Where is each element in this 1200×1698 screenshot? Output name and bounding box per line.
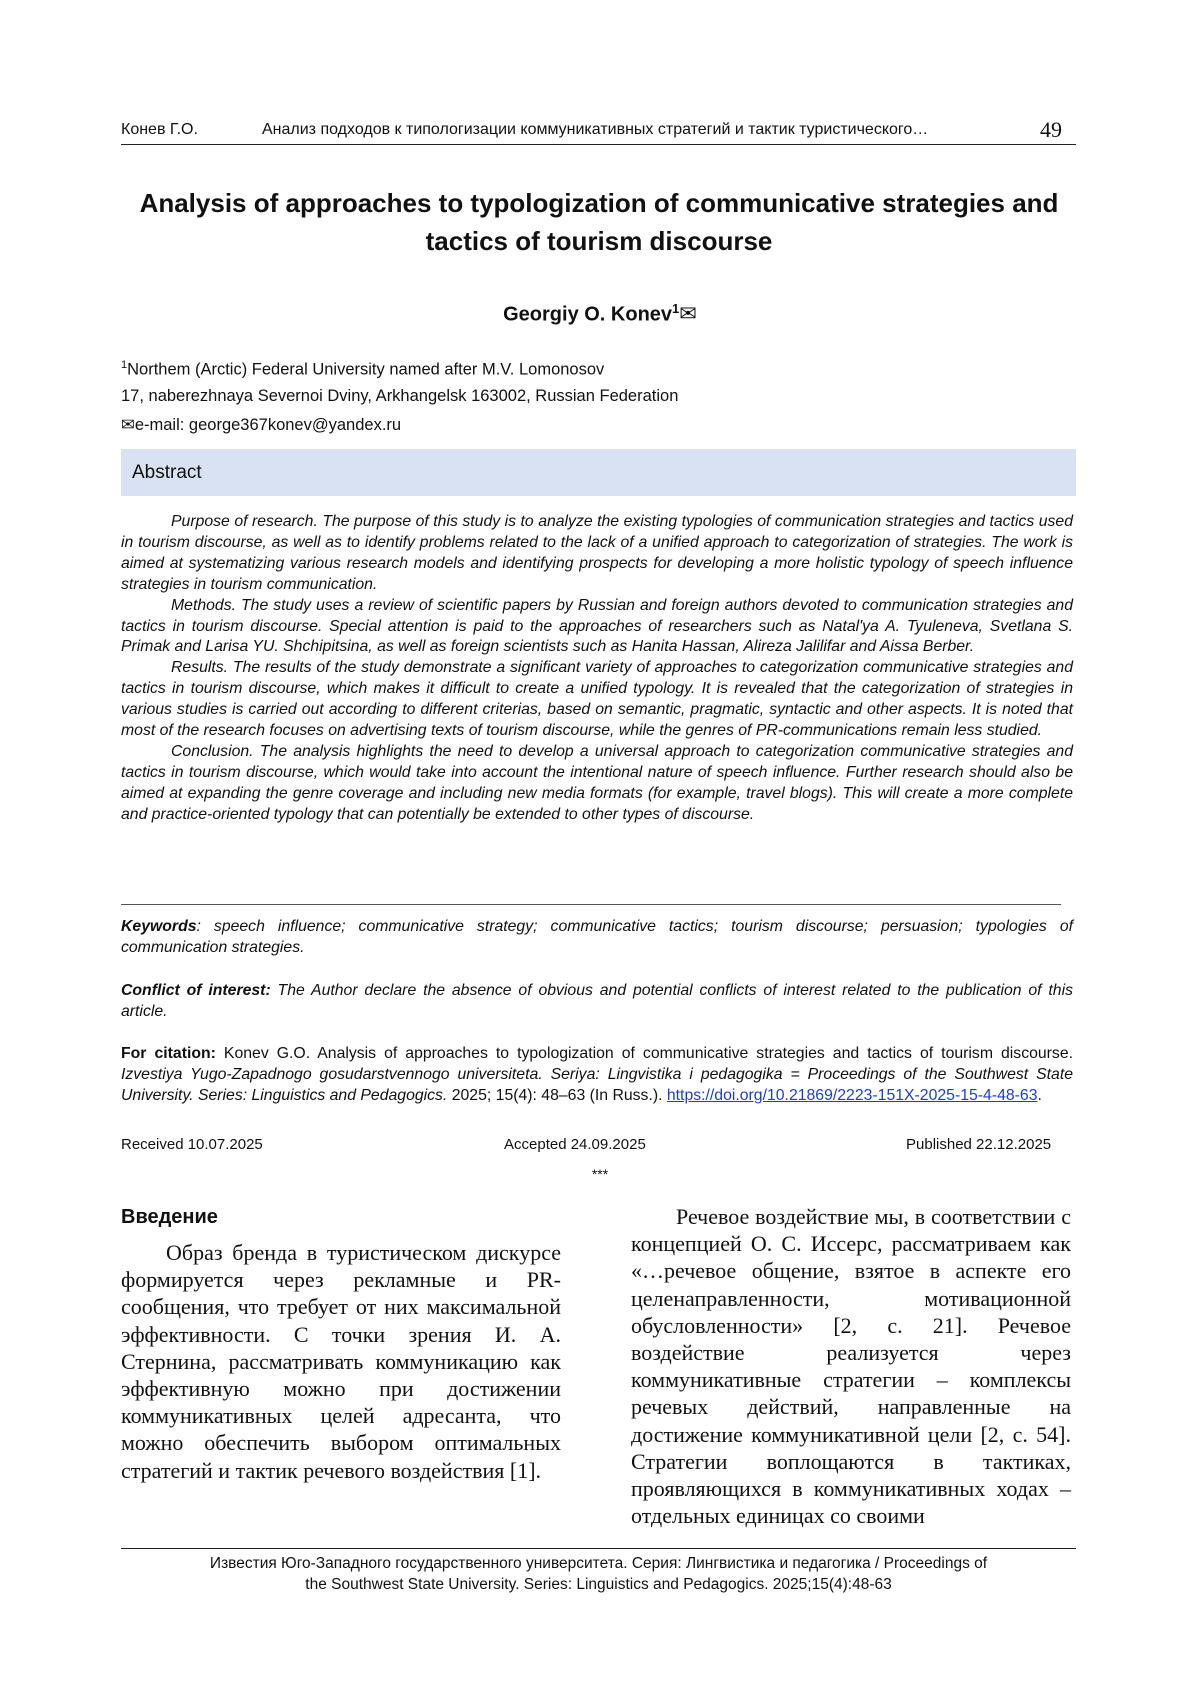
envelope-icon: ✉: [121, 416, 135, 434]
journal-footer: [121, 1554, 1076, 1595]
header-rule: [121, 144, 1076, 145]
abstract-results: Results. The results of the study demonstrate a significant variety of approaches to categorization communicative strategies and tactics in tourism discourse, which makes it difficult to create a unified typology. It is revealed that the categorization of strategies in various studies is carried out according to different criterias, based on semantic, pragmatic, syntactic and other aspects. It is noted that most of the research focuses on advertising texts of tourism discourse, while the genres of PR-communications remain less studied.: [121, 659, 1073, 740]
affiliation-name: Northem (Arctic) Federal University named after M.V. Lomonosov: [127, 360, 605, 379]
email-line[interactable]: [121, 415, 401, 435]
envelope-icon[interactable]: ✉: [679, 302, 697, 326]
keywords-label: Keywords: [121, 918, 197, 935]
keywords-text: : speech influence; communicative strategy; communicative tactics; tourism discourse; persuasion; typologies of communication strategies.: [121, 918, 1073, 956]
footer-line-1: Известия Юго-Западного государственного университета. Серия: Лингвистика и педагогика / Proceedings of: [209, 1555, 988, 1572]
abstract-conclusion: Conclusion. The analysis highlights the need to develop a universal approach to categorization communicative strategies and tactics in tourism discourse, which would take into account the intentional nature of speech influence. Further research should also be aimed at expanding the genre coverage and including new media formats (for example, travel blogs). This will create a more complete and practice-oriented typology that can potentially be extended to other types of discourse.: [121, 742, 1073, 823]
conflict-of-interest: [121, 981, 1073, 1023]
keywords-rule: [121, 904, 1061, 905]
section-separator: ***: [591, 1166, 609, 1182]
conflict-label: Conflict of interest:: [121, 982, 271, 999]
affiliation: [121, 352, 678, 409]
doi-link[interactable]: https://doi.org/10.21869/2223-151X-2025-15-4-48-63: [666, 1086, 1038, 1104]
abstract-purpose: Purpose of research. The purpose of this study is to analyze the existing typologies of communication strategies and tactics used in tourism discourse, as well as to identify problems related to the lack of a unified approach to categorization of strategies. The work is aimed at systematizing various research models and identifying prospects for developing a more holistic typology of speech influence strategies in tourism communication.: [121, 513, 1073, 593]
intro-right-column: Речевое воздействие мы, в соответствии с концепцией О. С. Иссерс, рассматриваем как «…речевое общение, взятое в аспекте его целенаправленности, мотивационной обусловленности» [2, с. 21]. Речевое воздействие реализуется через коммуникативные стратегии – комплексы речевых действий, направленные на достижение коммуникативной цели [2, с. 54]. Стратегии воплощаются в тактиках, проявляющихся в коммуникативных ходах – отдельных единицах со своими: [631, 1204, 1071, 1529]
footer-line-2: the Southwest State University. Series: Linguistics and Pedagogics. 2025;15(4):48-63: [305, 1575, 892, 1593]
citation-journal: Izvestiya Yugo-Zapadnogo gosudarstvennogo universiteta. Seriya: Lingvistika i pedagogika = Proceedings of the Southwest State University. Series: Linguistics and Pedagogics.: [121, 1065, 1073, 1104]
conflict-text: The Author declare the absence of obvious and potential conflicts of interest related to the publication of this article.: [121, 982, 1073, 1020]
citation: [121, 1044, 1073, 1107]
citation-end: .: [1037, 1086, 1042, 1104]
published-date: Published 22.12.2025: [906, 1136, 1052, 1153]
abstract-methods: Methods. The study uses a review of scientific papers by Russian and foreign authors devoted to communication strategies and tactics in tourism discourse. Special attention is paid to the approaches of researchers such as Natal'ya A. Tyuleneva, Svetlana S. Primak and Larisa YU. Shchipitsina, as well as foreign scientists such as Hanita Hassan, Alireza Jalilifar and Aissa Berber.: [121, 596, 1073, 656]
page-number: 49: [1040, 117, 1062, 142]
intro-heading: Введение: [121, 1206, 218, 1228]
citation-text: Konev G.O. Analysis of approaches to typologization of communicative strategies and tactics of tourism discourse.: [215, 1045, 1073, 1062]
running-header-author: Конев Г.О.: [121, 121, 198, 138]
citation-label: For citation:: [121, 1045, 216, 1062]
author-name: Georgiy O. Konev: [503, 303, 673, 326]
received-date: Received 10.07.2025: [121, 1136, 263, 1153]
abstract-heading: Abstract: [132, 462, 202, 483]
running-header-title: Анализ подходов к типологизации коммуникативных стратегий и тактик туристического…: [262, 121, 929, 138]
email-text: e-mail: george367konev@yandex.ru: [134, 416, 402, 434]
footer-rule: [121, 1548, 1076, 1549]
affiliation-address: 17, naberezhnaya Severnoi Dviny, Arkhangelsk 163002, Russian Federation: [121, 386, 679, 405]
intro-left-column: Образ бренда в туристическом дискурсе формируется через рекламные и PR-сообщения, что требует от них максимальной эффективности. С точки зрения И. А. Стернина, рассматривать коммуникацию как эффективную можно при достижении коммуникативных целей адресанта, что можно обеспечить выбором оптимальных стратегий и тактик речевого воздействия [1].: [121, 1240, 561, 1483]
accepted-date: Accepted 24.09.2025: [504, 1136, 646, 1153]
author-line: [0, 301, 1200, 327]
affiliation-mark: 1: [121, 359, 128, 371]
abstract-heading-band: [121, 449, 1076, 496]
article-title: Analysis of approaches to typologization of communicative strategies and tactics of tourism discourse: [139, 188, 1059, 256]
author-affiliation-mark: 1: [672, 301, 680, 316]
abstract-body: [121, 512, 1073, 826]
keywords: [121, 917, 1073, 959]
citation-volume: 2025; 15(4): 48–63 (In Russ.).: [447, 1086, 667, 1104]
